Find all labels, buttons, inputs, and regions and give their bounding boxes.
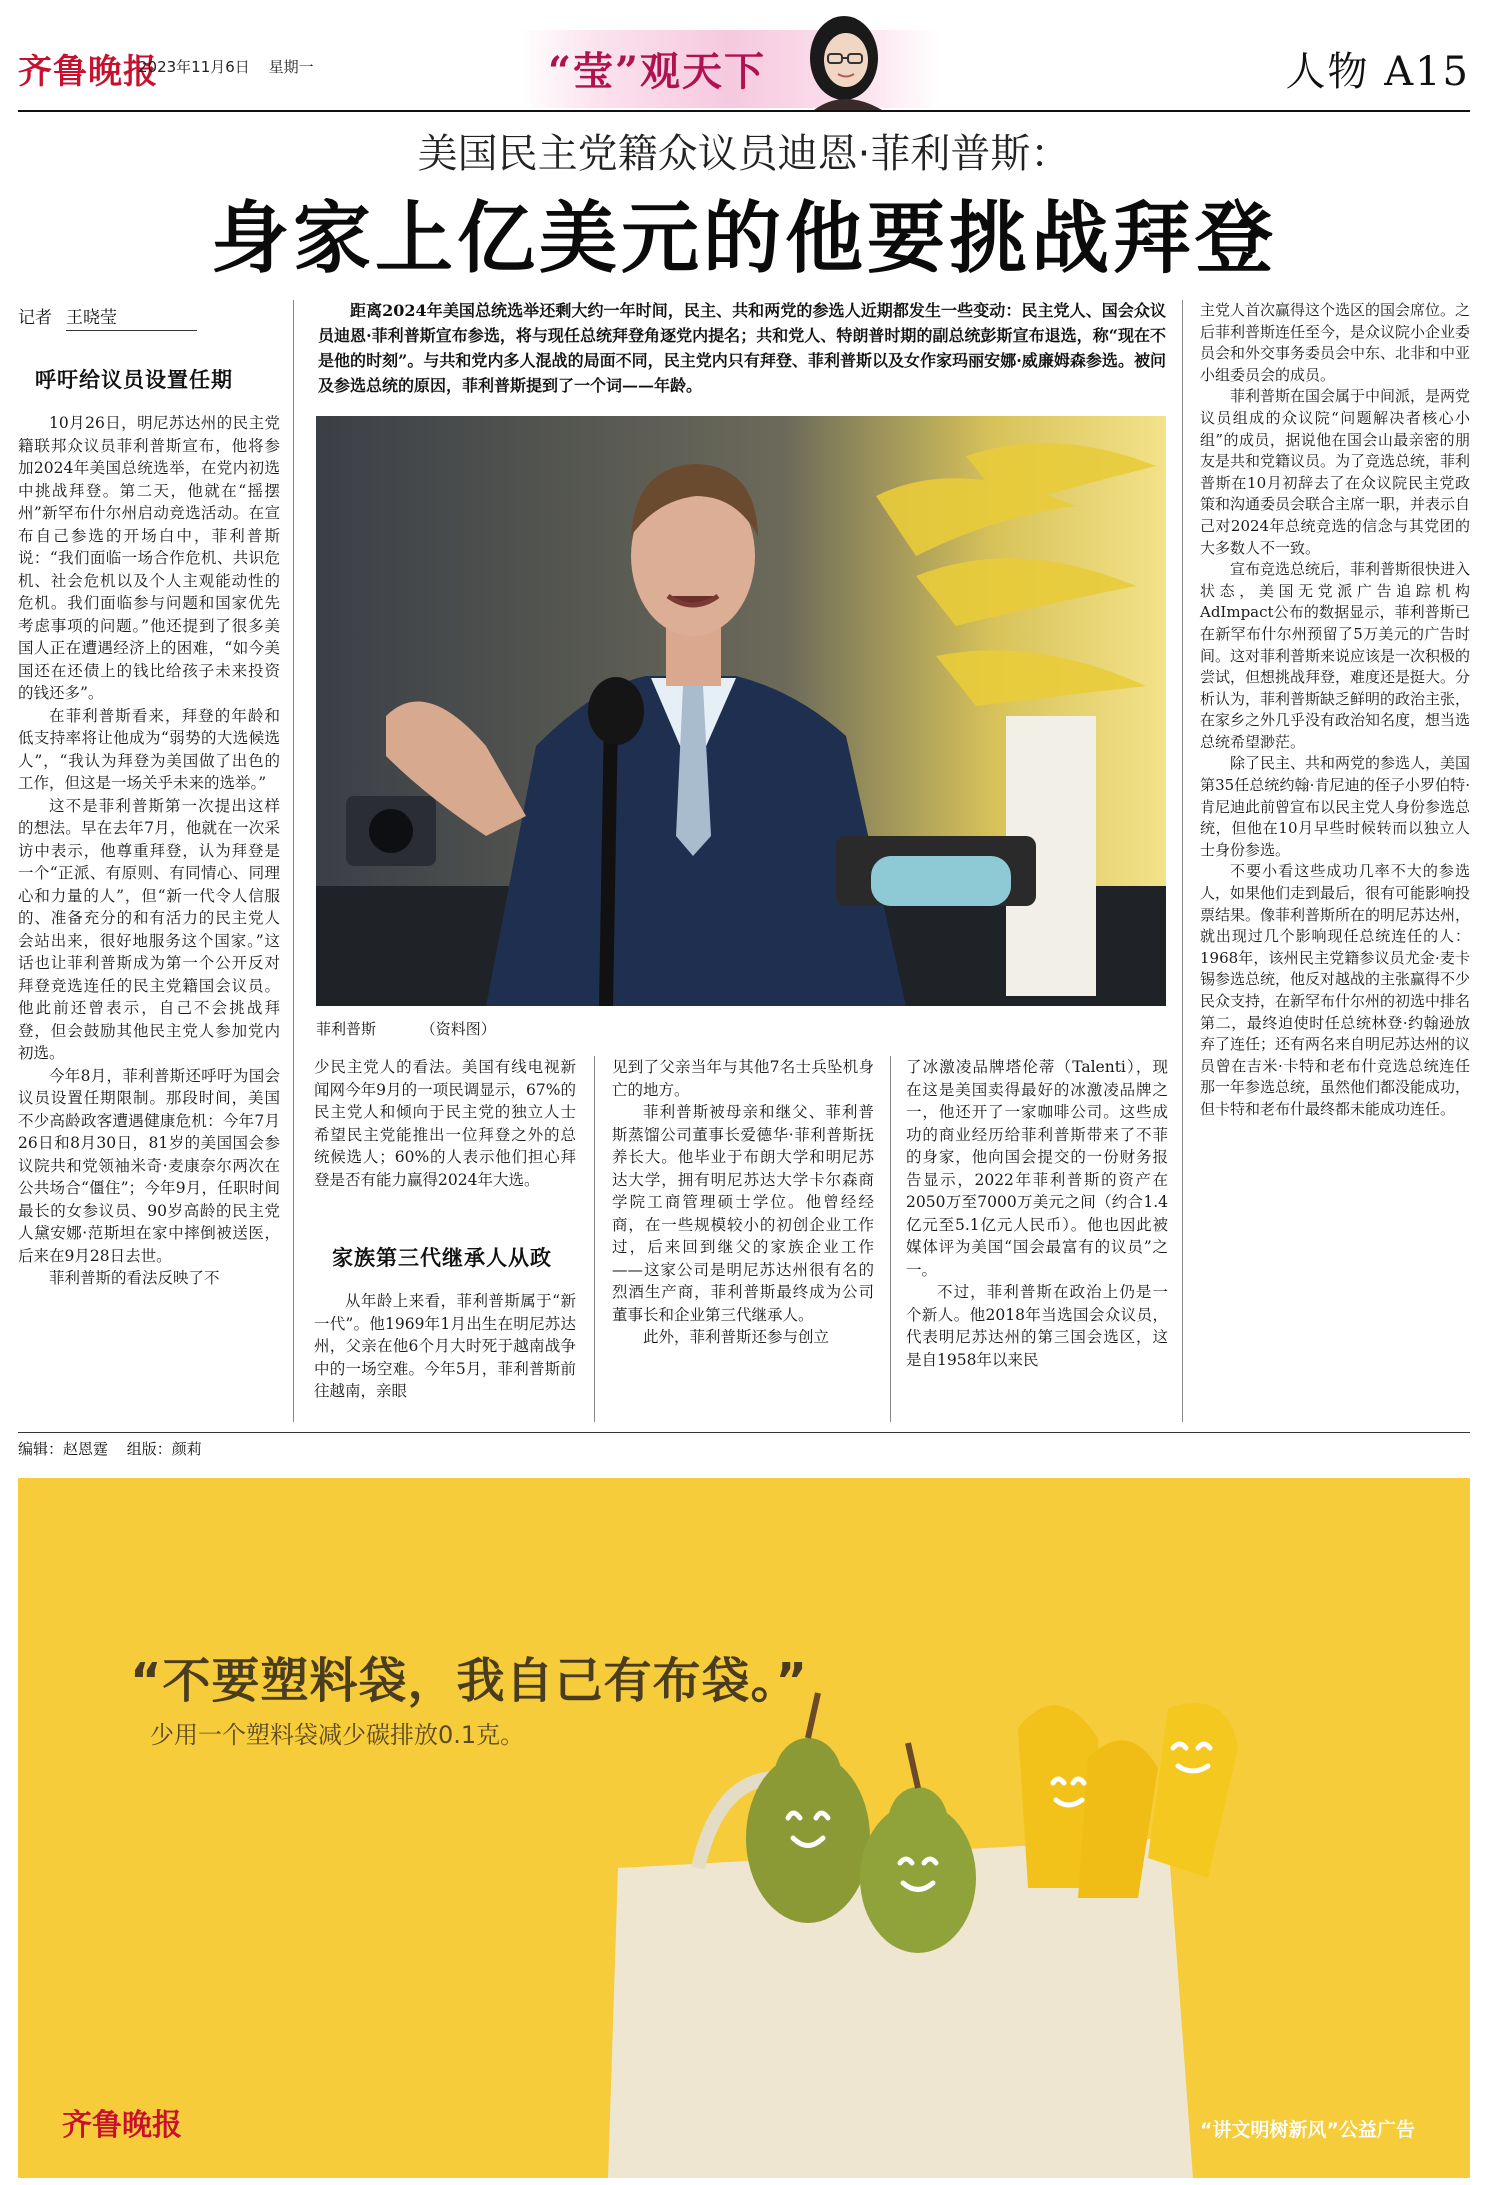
public-service-ad [18, 1478, 1470, 2178]
column-1 [18, 412, 280, 1290]
section-label: 人物 A15 [1285, 49, 1470, 95]
paragraph-continued: 主党人首次赢得这个选区的国会席位。之后菲利普斯连任至今，是众议院小企业委员会和外交事务委员会中东、北非和中亚小组委员会的成员。 [1200, 301, 1471, 384]
masthead-rule [18, 110, 1470, 112]
column-banner-title: “莹”观天下 [548, 48, 767, 95]
editor-credit: 编辑：赵恩霆 [18, 1440, 109, 1458]
paragraph: 菲利普斯在国会属于中间派，是两党议员组成的众议院“问题解决者核心小组”的成员，据说他在国会山最亲密的朋友是共和党籍议员。为了竞选总统，菲利普斯在10月初辞去了在众议院民主党政策和沟通委员会联合主席一职，并表示自己对2024年总统竞选的信念与其党团的大多数人不一致。 [1200, 387, 1471, 557]
paragraph: 在菲利普斯看来，拜登的年龄和低支持率将让他成为“弱势的大选候选人”，“我认为拜登为美国做了出色的工作，但这是一场关乎未来的选举。” [18, 706, 280, 792]
ad-illustration [18, 1478, 1470, 2178]
column-divider [594, 1056, 595, 1422]
byline-label: 记者 [18, 308, 52, 328]
paragraph: 宣布竞选总统后，菲利普斯很快进入状态，美国无党派广告追踪机构AdImpact公布的数据显示，菲利普斯已在新罕布什尔州预留了5万美元的广告时间。这对菲利普斯来说应该是一次积极的尝试，但想挑战拜登，难度还是挺大。分析认为，菲利普斯缺乏鲜明的政治主张，在家乡之外几乎没有政治知名度，想当选总统希望渺茫。 [1200, 560, 1471, 751]
paragraph: 除了民主、共和两党的参选人，美国第35任总统约翰·肯尼迪的侄子小罗伯特·肯尼迪此前曾宣布以民主党人身份参选总统，但他在10月早些时候转而以独立人士身份参选。 [1200, 754, 1471, 859]
byline [18, 303, 197, 328]
column-divider [293, 300, 294, 1422]
article-lede: 距离2024年美国总统选举还剩大约一年时间，民主、共和两党的参选人近期都发生一些变动：民主党人、国会众议员迪恩·菲利普斯宣布参选，将与现任总统拜登角逐党内提名；共和党人、特朗普时期的副总统彭斯宣布退选，称“现在不是他的时刻”。与共和党内多人混战的局面不同，民主党内只有拜登、菲利普斯以及女作家玛丽安娜·威廉姆森参选。被问及参选总统的原因，菲利普斯提到了一个词——年龄。 [318, 301, 1166, 395]
photo-caption [316, 1018, 536, 1039]
paragraph: 不要小看这些成功几率不大的参选人，如果他们走到最后，很有可能影响投票结果。像菲利普斯所在的明尼苏达州，就出现过几个影响现任总统连任的人：1968年，该州民主党籍参议员尤金·麦卡锡参选总统，他反对越战的主张赢得不少民众支持，在新罕布什尔州的初选中排名第二，最终迫使时任总统林登·约翰逊放弃了连任；还有两名来自明尼苏达州的议员曾在吉米·卡特和老布什竞选总统连任那一年参选总统，虽然他们都没能成功，但卡特和老布什最终都未能成功连任。 [1200, 862, 1471, 1118]
column-2-body [314, 1290, 576, 1403]
paragraph: 此外，菲利普斯还参与创立 [643, 1328, 830, 1346]
column-4 [906, 1056, 1168, 1371]
column-5 [1200, 300, 1470, 1121]
ad-campaign-tag: “讲文明树新风”公益广告 [1200, 2119, 1415, 2141]
newspaper-logo: 齐鲁晚报 [18, 52, 158, 92]
page-credits [18, 1438, 216, 1459]
column-3 [612, 1056, 874, 1349]
issue-date [138, 56, 328, 77]
column-2 [314, 1056, 576, 1191]
photo-illustration [316, 416, 1166, 1006]
paragraph: 菲利普斯的看法反映了不 [49, 1269, 220, 1287]
caption-source: （资料图） [420, 1020, 496, 1038]
weekday-text: 星期一 [268, 58, 314, 76]
article-headline: 身家上亿美元的他要挑战拜登 [210, 193, 1277, 284]
byline-name: 王晓莹 [66, 308, 197, 331]
ad-newspaper-logo: 齐鲁晚报 [62, 2108, 182, 2143]
paragraph: 从年龄上来看，菲利普斯属于“新一代”。他1969年1月出生在明尼苏达州，父亲在他6个月大时死于越南战争中的一场空难。今年5月，菲利普斯前往越南，亲眼 [314, 1292, 576, 1400]
columnist-portrait [790, 10, 898, 110]
subhead-family-heir: 家族第三代继承人从政 [332, 1246, 552, 1270]
paragraph-continued: 见到了父亲当年与其他7名士兵坠机身亡的地方。 [612, 1058, 874, 1099]
date-text: 2023年11月6日 [138, 58, 250, 76]
article-photo [316, 416, 1166, 1006]
paragraph-continued: 了冰激凌品牌塔伦蒂（Talenti），现在这是美国卖得最好的冰激凌品牌之一，他还开了一家咖啡公司。这些成功的商业经历给菲利普斯带来了不菲的身家，他向国会提交的一份财务报告显示，2022年菲利普斯的资产在2050万至7000万美元之间（约合1.4亿元至5.1亿元人民币）。他也因此被媒体评为美国“国会最富有的议员”之一。 [906, 1058, 1168, 1279]
ad-subtitle: 少用一个塑料袋减少碳排放0.1克。 [150, 1721, 525, 1749]
credit-rule [18, 1432, 1470, 1433]
paragraph: 不过，菲利普斯在政治上仍是一个新人。他2018年当选国会众议员，代表明尼苏达州的第三国会选区，这是自1958年以来民 [906, 1283, 1168, 1369]
caption-subject: 菲利普斯 [316, 1020, 377, 1038]
paragraph: 这不是菲利普斯第一次提出这样的想法。早在去年7月，他就在一次采访中表示，他尊重拜登，认为拜登是一个“正派、有原则、有同情心、同理心和力量的人”，但“新一代令人信服的、准备充分的和有活力的民主党人会站出来，很好地服务这个国家。”这话也让菲利普斯成为第一个公开反对拜登竞选连任的民主党籍国会议员。他此前还曾表示，自己不会挑战拜登，但会鼓励其他民主党人参加党内初选。 [18, 796, 280, 1062]
ad-quote: “不要塑料袋，我自己有布袋。” [130, 1653, 809, 1709]
article-kicker: 美国民主党籍众议员迪恩·菲利普斯： [417, 131, 1071, 177]
subhead-term-limits: 呼吁给议员设置任期 [35, 368, 233, 392]
column-divider [1182, 300, 1183, 1422]
layout-credit: 组版：颜莉 [126, 1440, 202, 1458]
paragraph-continued: 少民主党人的看法。美国有线电视新闻网今年9月的一项民调显示，67%的民主党人和倾向于民主党的独立人士希望民主党能推出一位拜登之外的总统候选人；60%的人表示他们担心拜登是否有能力赢得2024年大选。 [314, 1058, 576, 1189]
paragraph: 菲利普斯被母亲和继父、菲利普斯蒸馏公司董事长爱德华·菲利普斯抚养长大。他毕业于布朗大学和明尼苏达大学，拥有明尼苏达大学卡尔森商学院工商管理硕士学位。他曾经经商，在一些规模较小的初创企业工作过，后来回到继父的家族企业工作——这家公司是明尼苏达州很有名的烈酒生产商，菲利普斯最终成为公司董事长和企业第三代继承人。 [612, 1103, 874, 1324]
paragraph: 10月26日，明尼苏达州的民主党籍联邦众议员菲利普斯宣布，他将参加2024年美国总统选举，在党内初选中挑战拜登。第二天，他就在“摇摆州”新罕布什尔州启动竞选活动。在宣布自己参选的开场白中，菲利普斯说：“我们面临一场合作危机、共识危机、社会危机以及个人主观能动性的危机。我们面临参与问题和国家优先考虑事项的问题。”他还提到了很多美国人正在遭遇经济上的困难，“如今美国还在还债上的钱比给孩子未来投资的钱还多”。 [18, 414, 280, 702]
column-divider [890, 1056, 891, 1422]
paragraph: 今年8月，菲利普斯还呼吁为国会议员设置任期限制。那段时间，美国不少高龄政客遭遇健康危机：今年7月26日和8月30日，81岁的美国国会参议院共和党领袖米奇·麦康奈尔两次在公共场合“僵住”；今年9月，任职时间最长的女参议员、90岁高龄的民主党人黛安娜·范斯坦在家中摔倒被送医，后来在9月28日去世。 [18, 1066, 280, 1265]
